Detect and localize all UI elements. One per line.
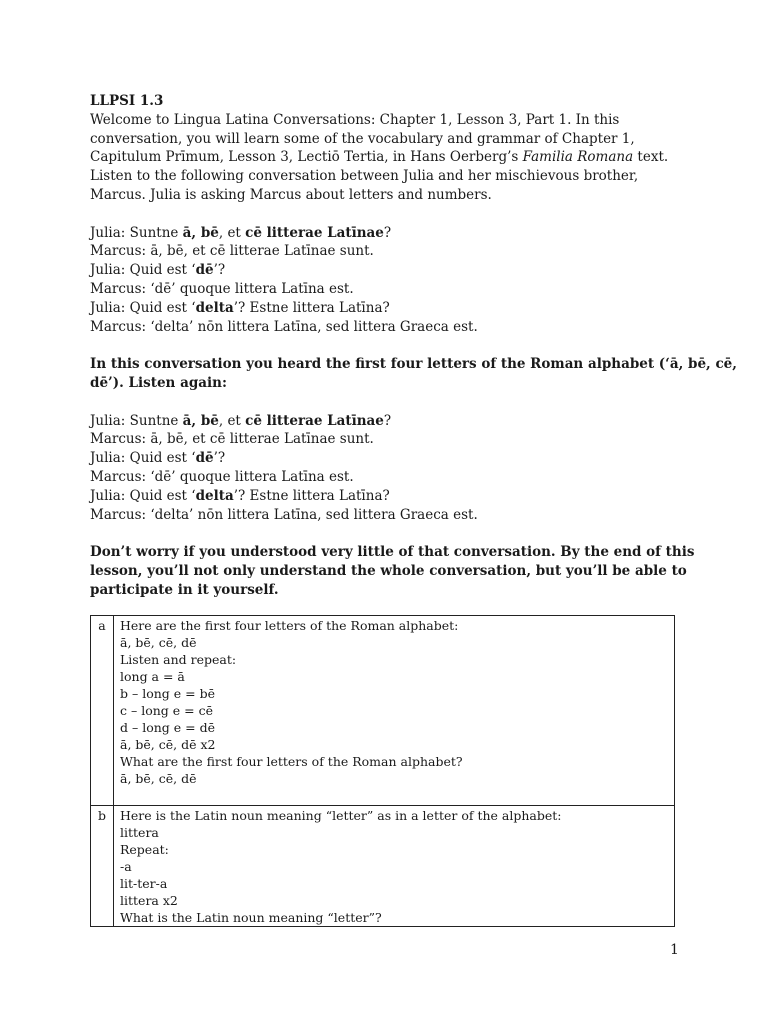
intro-line: Marcus. Julia is asking Marcus about letters and numbers. [90,186,492,203]
book-title: Familia Romana [522,149,634,166]
row-content [114,616,675,806]
dialogue-line-julia: Julia: Quid est ‘dē’? [90,450,226,467]
intro-text: text. [633,149,669,166]
dialogue-line-marcus: Marcus: ‘dē’ quoque littera Latīna est. [90,468,354,485]
row-label: a [91,616,114,806]
table-row [91,806,675,927]
document-body [90,92,737,600]
instruction-line: dē’). Listen again: [90,374,227,391]
drill-line: Repeat: [120,842,169,857]
row-label: b [91,806,114,927]
dialogue-line-marcus: Marcus: ā, bē, et cē litterae Latīnae sunt. [90,431,374,448]
row-content [114,806,675,927]
dialogue-line-marcus: Marcus: ‘dē’ quoque littera Latīna est. [90,280,354,297]
intro-line: conversation, you will learn some of the vocabulary and grammar of Chapter 1, [90,130,635,147]
drill-line: long a = ā [120,669,185,684]
table-row [91,616,675,806]
intro-line: Listen to the following conversation between Julia and her mischievous brother, [90,168,639,185]
drill-line: Here is the Latin noun meaning “letter” as in a letter of the alphabet: [120,808,562,823]
dialogue-line-julia: Julia: Quid est ‘dē’? [90,262,226,279]
drill-line: What is the Latin noun meaning “letter”? [120,910,382,925]
drill-line: littera x2 [120,893,178,908]
instruction-line: Don’t worry if you understood very little of that conversation. By the end of this [90,544,695,561]
drill-line: c – long e = cē [120,703,213,718]
dialogue-line-julia: Julia: Suntne ā, bē, et cē litterae Latīnae? [90,412,392,429]
drill-line: ā, bē, cē, dē [120,635,197,650]
drill-line: ā, bē, cē, dē [120,771,197,786]
dialogue-first [90,224,676,337]
drill-line: Listen and repeat: [120,652,237,667]
document-title: LLPSI 1.3 [90,93,164,109]
instruction-line: In this conversation you heard the first four letters of the Roman alphabet (‘ā, bē, cē, [90,356,737,373]
dialogue-line-julia: Julia: Quid est ‘delta’? Estne littera Latīna? [90,299,390,316]
drill-line: d – long e = dē [120,720,215,735]
drill-line: Here are the first four letters of the Roman alphabet: [120,618,459,633]
intro-line [90,148,676,167]
dialogue-line-julia: Julia: Suntne ā, bē, et cē litterae Latīnae? [90,224,392,241]
dialogue-line-marcus: Marcus: ā, bē, et cē litterae Latīnae sunt. [90,243,374,260]
drill-line: What are the first four letters of the Roman alphabet? [120,754,463,769]
drill-line: -a [120,859,132,874]
drill-line: b – long e = bē [120,686,215,701]
intro-text: Capitulum Prīmum, Lesson 3, Lectiō Tertia, in Hans Oerberg’s [90,149,523,166]
instruction-line: lesson, you’ll not only understand the whole conversation, but you’ll be able to [90,562,687,579]
dialogue-line-julia: Julia: Quid est ‘delta’? Estne littera Latīna? [90,487,390,504]
page-number: 1 [670,942,679,958]
drill-line: littera [120,825,159,840]
dialogue-line-marcus: Marcus: ‘delta’ nōn littera Latīna, sed littera Graeca est. [90,506,478,523]
instruction-line: participate in it yourself. [90,581,279,598]
dialogue-repeat [90,412,676,525]
drill-table [90,615,675,927]
drill-line: ā, bē, cē, dē x2 [120,737,216,752]
dialogue-line-marcus: Marcus: ‘delta’ nōn littera Latīna, sed littera Graeca est. [90,318,478,335]
intro-line: Welcome to Lingua Latina Conversations: Chapter 1, Lesson 3, Part 1. In this [90,111,620,128]
drill-line: lit-ter-a [120,876,168,891]
